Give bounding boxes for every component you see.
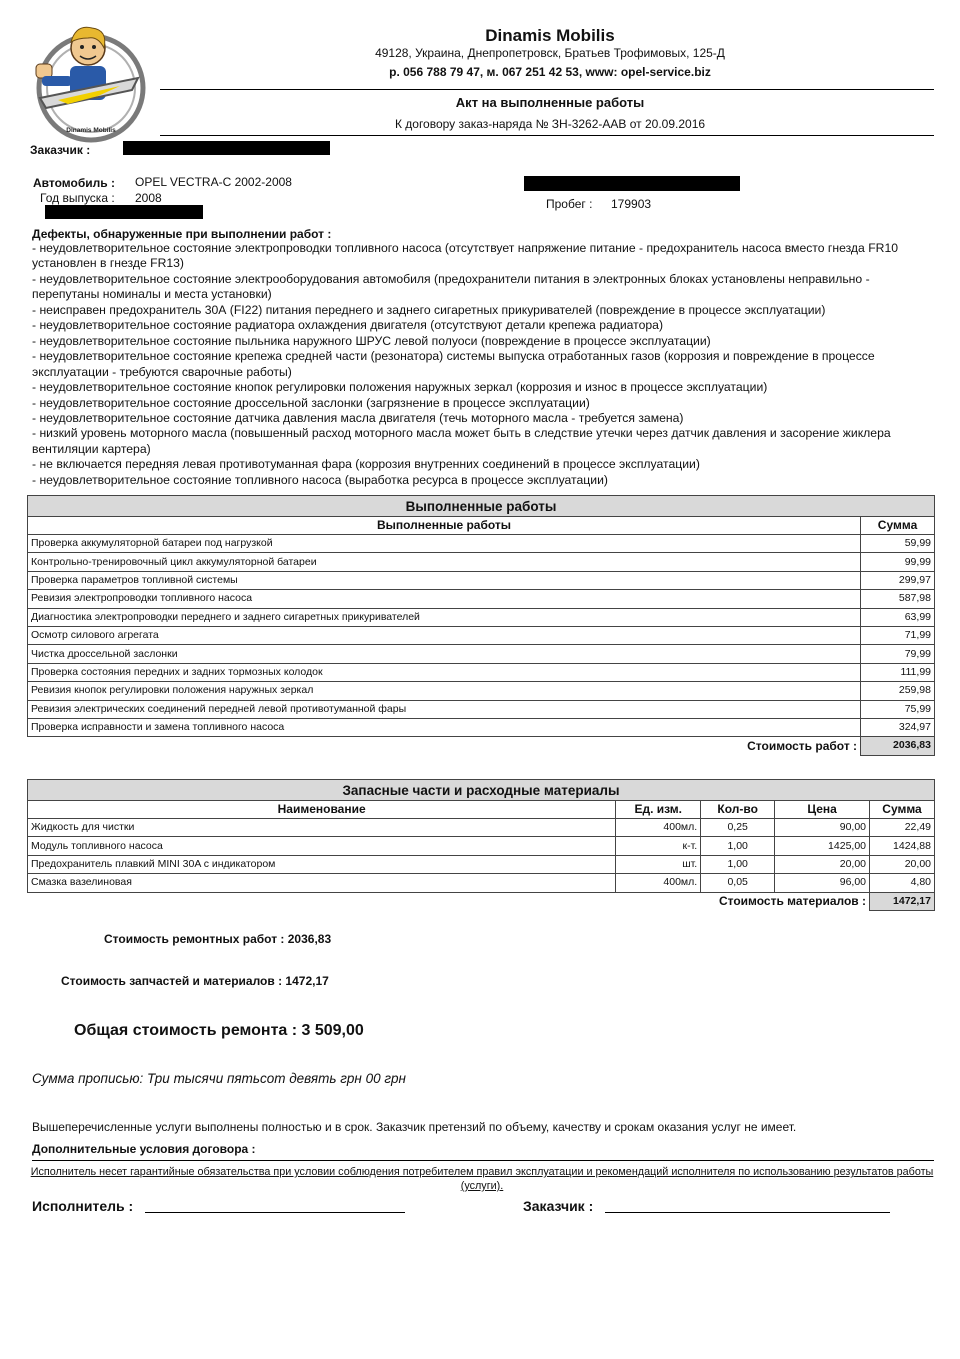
amount-in-words: Сумма прописью: Три тысячи пятьсот девять грн 00 грн — [32, 1071, 406, 1086]
table-row — [28, 718, 935, 736]
customer-signature-label: Заказчик : — [523, 1198, 594, 1214]
part-unit: 400мл. — [616, 874, 701, 892]
defect-item: - низкий уровень моторного масла (повышенный расход моторного масла может быть в следствие утечки через датчик давления и засорение жиклера вентиляции картера) — [32, 426, 891, 456]
defect-item: - неудовлетворительное состояние электропроводки топливного насоса (отсутствует напряжение питание - предохранитель насоса вместо гнезда FR10 установлен в гнезде FR13) — [32, 241, 899, 271]
defect-item: - неудовлетворительное состояние топливного насоса (выработка ресурса в процессе эксплуатации) — [32, 472, 608, 487]
work-name: Ревизия кнопок регулировки положения наружных зеркал — [28, 682, 861, 700]
part-qty: 1,00 — [701, 837, 775, 855]
work-name: Проверка параметров топливной системы — [28, 571, 861, 589]
work-sum: 324,97 — [861, 718, 935, 736]
works-col-name: Выполненные работы — [28, 517, 861, 535]
parts-banner: Запасные части и расходные материалы — [28, 780, 935, 801]
work-name: Проверка исправности и замена топливного насоса — [28, 718, 861, 736]
work-sum: 75,99 — [861, 700, 935, 718]
table-row — [28, 819, 935, 837]
defects-title: Дефекты, обнаруженные при выполнении работ : — [32, 227, 332, 241]
part-sum: 22,49 — [870, 819, 935, 837]
work-name: Контрольно-тренировочный цикл аккумуляторной батареи — [28, 553, 861, 571]
table-row — [28, 590, 935, 608]
part-unit: 400мл. — [616, 819, 701, 837]
part-unit: шт. — [616, 855, 701, 873]
table-row — [28, 837, 935, 855]
work-name: Ревизия электропроводки топливного насоса — [28, 590, 861, 608]
logo-text: Dinamis Mobilis — [66, 127, 116, 134]
company-name: Dinamis Mobilis — [485, 26, 615, 45]
work-name: Проверка состояния передних и задних тормозных колодок — [28, 663, 861, 681]
part-unit: к-т. — [616, 837, 701, 855]
parts-total: Стоимость запчастей и материалов : 1472,17 — [61, 974, 329, 988]
table-row — [28, 663, 935, 681]
executor-signature-label: Исполнитель : — [32, 1198, 134, 1214]
conditions-title: Дополнительные условия договора : — [32, 1142, 256, 1156]
table-row — [28, 608, 935, 626]
defect-item: - неисправен предохранитель 30А (FI22) питания переднего и заднего сигаретных прикуривателей (повреждение в процессе эксплуатации) — [32, 302, 826, 317]
works-total-label: Стоимость работ : — [747, 738, 858, 753]
table-row — [28, 571, 935, 589]
defect-item: - неудовлетворительное состояние дроссельной заслонки (загрязнение в процессе эксплуатации) — [32, 395, 590, 410]
work-sum: 99,99 — [861, 553, 935, 571]
part-qty: 0,05 — [701, 874, 775, 892]
part-name: Жидкость для чистки — [28, 819, 616, 837]
car-value: OPEL VECTRA-C 2002-2008 — [135, 175, 292, 189]
act-title: Акт на выполненные работы — [455, 95, 645, 110]
year-label: Год выпуска : — [40, 191, 115, 205]
labor-total: Стоимость ремонтных работ : 2036,83 — [104, 932, 332, 946]
act-subtitle: К договору заказ-наряда № ЗН-3262-ААВ от 20.09.2016 — [394, 117, 706, 131]
conditions-divider — [32, 1160, 934, 1161]
work-sum: 111,99 — [861, 663, 935, 681]
work-sum: 79,99 — [861, 645, 935, 663]
part-price: 1425,00 — [775, 837, 870, 855]
redacted-customer — [123, 141, 330, 155]
work-name: Диагностика электропроводки переднего и заднего сигаретных прикуривателей — [28, 608, 861, 626]
parts-col-qty: Кол-во — [701, 801, 775, 819]
part-sum: 4,80 — [870, 874, 935, 892]
parts-col-name: Наименование — [28, 801, 616, 819]
table-row — [28, 700, 935, 718]
part-name: Смазка вазелиновая — [28, 874, 616, 892]
completion-statement: Вышеперечисленные услуги выполнены полностью и в срок. Заказчик претензий по объему, качеству и срокам оказания услуг не имеет. — [32, 1120, 797, 1134]
company-address: 49128, Украина, Днепропетровск, Братьев Трофимовых, 125-Д — [375, 46, 725, 60]
part-name: Предохранитель плавкий MINI 30A с индикатором — [28, 855, 616, 873]
works-col-sum: Сумма — [861, 517, 935, 535]
table-row — [28, 553, 935, 571]
works-banner: Выполненные работы — [28, 496, 935, 517]
defect-item: - неудовлетворительное состояние крепежа средней части (резонатора) системы выпуска отработанных газов (коррозия и повреждение в процессе эксплуатации - требуются сварочные работы) — [32, 349, 875, 379]
company-contacts: р. 056 788 79 47, м. 067 251 42 53, www: opel-service.biz — [389, 65, 711, 79]
work-sum: 71,99 — [861, 626, 935, 644]
defect-item: - неудовлетворительное состояние пыльника наружного ШРУС левой полуоси (повреждение в процессе эксплуатации) — [32, 333, 711, 348]
defects-list — [32, 241, 932, 488]
redacted-vin — [45, 205, 203, 219]
customer-signature-line[interactable] — [605, 1212, 890, 1213]
table-row — [28, 626, 935, 644]
executor-signature-line[interactable] — [145, 1212, 405, 1213]
table-row — [28, 535, 935, 553]
parts-total-label: Стоимость материалов : — [718, 894, 867, 908]
part-price: 20,00 — [775, 855, 870, 873]
table-row — [28, 645, 935, 663]
parts-col-sum: Сумма — [870, 801, 935, 819]
part-price: 90,00 — [775, 819, 870, 837]
defect-item: - неудовлетворительное состояние электрооборудования автомобиля (предохранители питания в электронных блоках установлены неправильно - перепутаны номиналы и места установки) — [32, 271, 870, 302]
parts-col-price: Цена — [775, 801, 870, 819]
work-name: Осмотр силового агрегата — [28, 626, 861, 644]
mileage-value: 179903 — [611, 197, 652, 211]
work-sum: 259,98 — [861, 682, 935, 700]
defect-item: - неудовлетворительное состояние радиатора охлаждения двигателя (отсутствуют детали крепежа радиатора) — [32, 318, 664, 333]
part-price: 96,00 — [775, 874, 870, 892]
car-label: Автомобиль : — [33, 176, 115, 190]
warranty-text: Исполнитель несет гарантийные обязательства при условии соблюдения потребителем правил эксплуатации и рекомендаций исполнителя по использованию результатов работы (услуги). — [30, 1166, 934, 1192]
works-total-value: 2036,83 — [861, 737, 935, 755]
work-name: Ревизия электрических соединений передней левой противотуманной фары — [28, 700, 861, 718]
company-logo — [28, 20, 154, 146]
part-sum: 1424,88 — [870, 837, 935, 855]
work-name: Проверка аккумуляторной батареи под нагрузкой — [28, 535, 861, 553]
parts-total-value: 1472,17 — [870, 892, 935, 910]
work-name: Чистка дроссельной заслонки — [28, 645, 861, 663]
part-sum: 20,00 — [870, 855, 935, 873]
table-row — [28, 682, 935, 700]
works-table — [27, 495, 935, 756]
defect-item: - не включается передняя левая противотуманная фара (коррозия внутренних соединений в процессе эксплуатации) — [32, 457, 700, 472]
title-divider — [160, 135, 934, 136]
parts-col-unit: Ед. изм. — [616, 801, 701, 819]
work-sum: 59,99 — [861, 535, 935, 553]
part-qty: 1,00 — [701, 855, 775, 873]
work-sum: 63,99 — [861, 608, 935, 626]
part-qty: 0,25 — [701, 819, 775, 837]
table-row — [28, 855, 935, 873]
work-sum: 299,97 — [861, 571, 935, 589]
parts-table — [27, 779, 935, 911]
defect-item: - неудовлетворительное состояние кнопок регулировки положения наружных зеркал (коррозия и износ в процессе эксплуатации) — [32, 380, 768, 395]
redacted-plate — [524, 176, 740, 191]
table-row — [28, 874, 935, 892]
part-name: Модуль топливного насоса — [28, 837, 616, 855]
mileage-label: Пробег : — [546, 197, 593, 211]
work-sum: 587,98 — [861, 590, 935, 608]
customer-label: Заказчик : — [30, 143, 91, 157]
grand-total: Общая стоимость ремонта : 3 509,00 — [74, 1022, 364, 1039]
header-divider — [160, 89, 934, 90]
year-value: 2008 — [135, 191, 162, 205]
defect-item: - неудовлетворительное состояние датчика давления масла двигателя (течь моторного масла - требуется замена) — [32, 410, 684, 425]
